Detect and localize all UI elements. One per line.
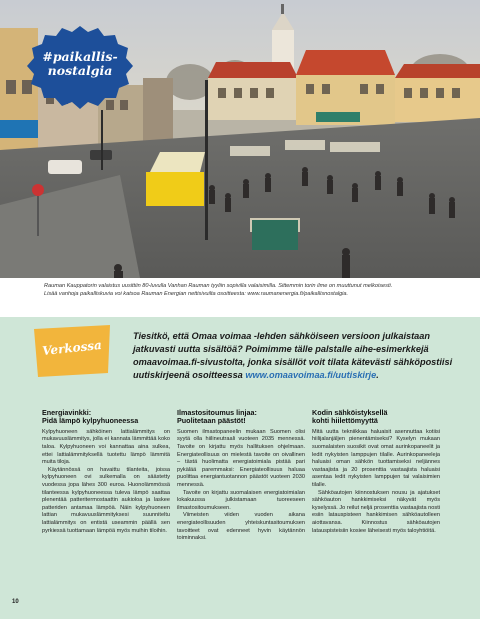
caption-line-2: Lisää vanhoja paikalliskuvia voi katsoa Rauman Energian nettisivuilta osoitteesta: www.raumanenergia.fi/paikallisnostalgia. [44,291,349,297]
article-2-title-line-2: Puolitetaan päästöt! [177,416,246,426]
article-3-paragraph-1: Mitä uutta tekniikkaa haluaisit asennuttaa kotiisi hiilijalanjäljen pienentämiseksi? Kyselyn mukaan suomalaisten suosikit ovat omat aurinkopaneelit ja ledit nykyisten lamppujen tilalle. Aurinkopaneeleja haluaisi oman sähkön tuottamiseksi neljännes vastaajista ja 20 prosenttia vastaajista haluaisi asentaa ledit nykyisten lamppujen tai valaisimien tilalle. [312,428,440,488]
intro-text [133,330,455,382]
photo-caption [44,282,454,298]
article-3-paragraph-2: Sähköautojen kiinnostuksen nousu ja ajatukset sähköauton hankkimiseksi näkyvät myös kyselyssä. Jo reilut neljä prosenttia vastaajista nosti esiin latauspisteen hankkimisen sähköautolleen aiottavansa. Kiinnostus sähköautojen latauspisteisiin kosiee läheisesti myös taloyhtiöitä. [312,489,440,534]
caption-line-1: Rauman Kauppatorin valaistus uusittiin 80-luvulla Vanhan Rauman tyyliin sopivilla valaisimilla. Sittemmin torin ilme on muuttunut melkoisesti. [44,283,393,289]
verkossa-badge [30,323,114,379]
page-number: 10 [12,599,19,605]
article-1-title-line-1: Energiavinkki: [42,408,92,417]
article-1-title-line-2: Pidä lämpö kylpyhuoneessa [42,416,139,426]
verkossa-label: Verkossa [41,337,103,359]
article-2-title [177,409,305,426]
article-2-title-line-1: Ilmastositoumus linjaa: [177,408,257,417]
article-column-2 [177,409,305,543]
article-3-title-line-2: kohti hiilettömyyttä [312,416,378,426]
article-column-3 [312,409,440,535]
article-column-1 [42,409,170,535]
article-2-paragraph-2: Tavoite on kirjattu suomalaisen energiatoimialan lokakuussa julkistamaan tuoreeseen ilmastositoumukseen. [177,489,305,511]
article-1-title [42,409,170,426]
newsletter-link[interactable]: www.omaavoimaa.fi/uutiskirje [245,370,377,380]
article-2-paragraph-3: Viimeisten viiden vuoden aikana energiateollisuuden yhteiskuntasitoumuksen tavoitteet ovat edenneet hyvin käytännön toiminnaksi. [177,512,305,542]
badge-line-1: #paikallis- [42,49,118,64]
article-3-title [312,409,440,426]
intro-body: Tiesitkö, että Omaa voimaa -lehden sähköiseen versioon julkaistaan jatkuvasti uutta sisältöä? Poimimme tälle palstalle aihe-esimerkkejä omaavoimaa.fi-sivustolta, jonka sisällöt voit tilata kätevästi sähköpostiisi uutiskirjeenä osoitteessa [133,331,453,380]
article-2-paragraph-1: Suomen ilmastopaneelin mukaan Suomen olisi syytä olla hiilineutraali vuoteen 2035 mennessä. Tavoite on kirjattu myös hallituksen ohjelmaan. Energiateollisuus on mielestä tavoite on oivallinen – tästä huolimatta energiatoimiala pistää pari pykälää paremmaksi: Energiateollisuus haluaa puolittaa energiantuotannon päästöt vuoteen 2030 mennessä. [177,428,305,488]
article-1-paragraph-2: Käytännössä on havaittu tilanteita, joissa kylpyhuoneen ovi sulkemalla on säästetty vuodessa jopa lähes 300 euroa. Huonolämmössä tilanteessa kylpyhuoneessa tuleva lämpö saattaa plenentää patteritermostaattin aukioloa ja laskee patteriden antamaa lämpöä. Näin kylpyhuoneen lattian mukavuuslämmityksesi suunniteltu lattialämmitys on entistä useammin päällä sen pyrkiessä tuottamaan lämpöä myös muihin tiloihin. [42,466,170,534]
paikallisnostalgia-badge [26,24,134,110]
article-1-paragraph-1: Kylpyhuoneen sähköinen lattialämmitys on mukavuuslämmitys, jolla ei kannata lämmittää koko taloa. Kylpyhuoneen voi kannattaa aina sulkea, ettei lattialämmityksellä tuotettu lämpö lämmitä muita tiloja. [42,428,170,466]
badge-line-2: nostalgia [47,63,113,78]
intro-end: . [376,370,379,380]
article-3-title-line-1: Kodin sähköistyksellä [312,408,388,417]
